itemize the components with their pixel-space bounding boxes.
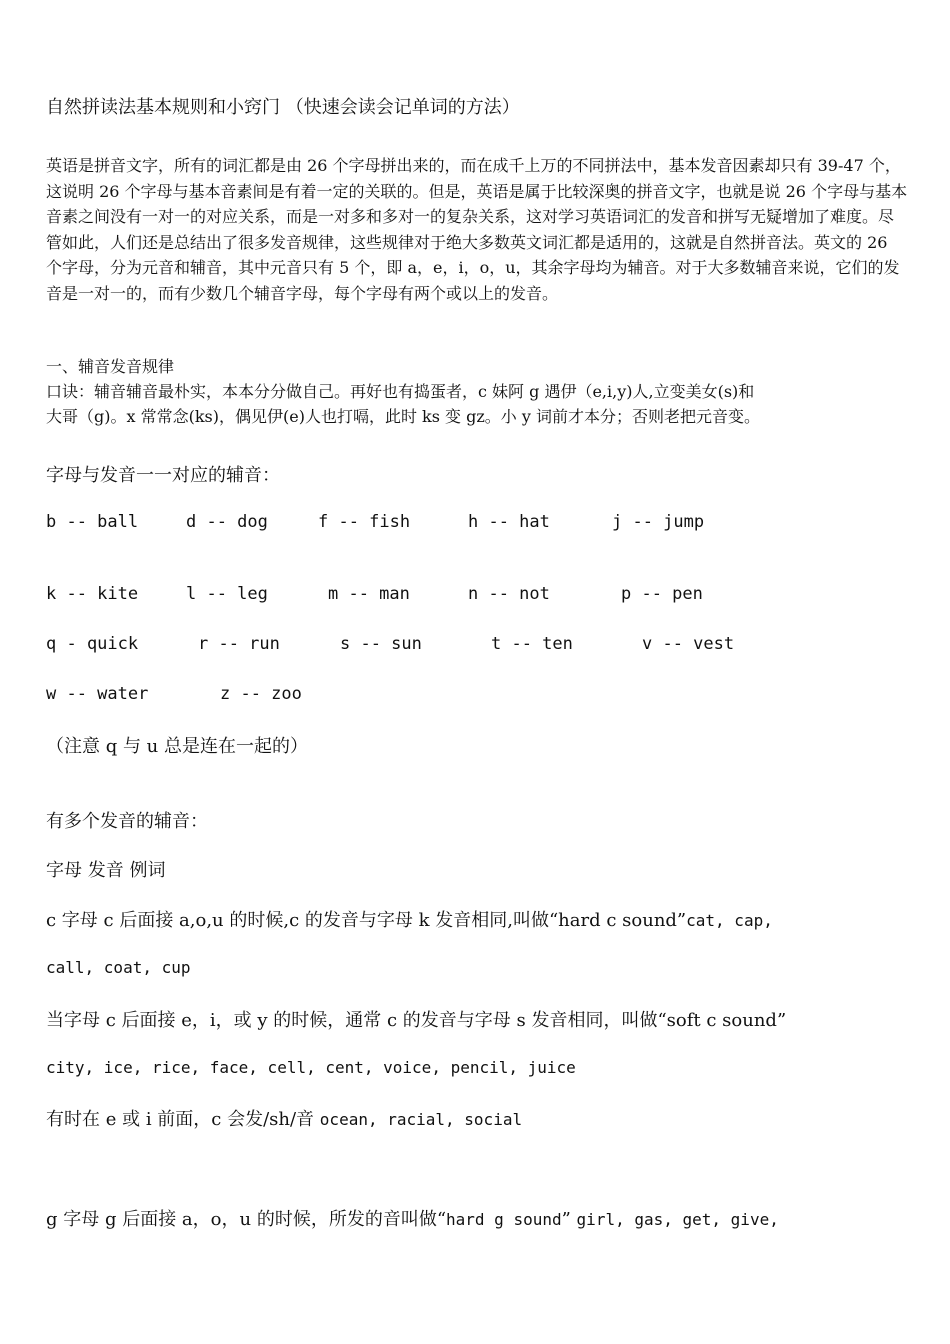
c-sh-rule xyxy=(46,1105,522,1131)
c-soft-examples: city, ice, rice, face, cell, cent, voice, pencil, juice xyxy=(46,1058,576,1077)
page-title: 自然拼读法基本规则和小窍门 （快速会读会记单词的方法） xyxy=(46,97,520,118)
c-hard-examples-inline: cat, cap, xyxy=(686,911,773,930)
consonant-pair: f -- fish xyxy=(318,512,411,532)
consonant-pair: b -- ball xyxy=(46,512,139,532)
g-hard-text: g 字母 g 后面接 a，o，u 的时候，所发的音叫做“ xyxy=(46,1209,447,1230)
g-hard-rule xyxy=(46,1205,779,1231)
consonant-pair: r -- run xyxy=(198,634,280,654)
consonant-pair: q - quick xyxy=(46,634,139,654)
consonant-pair: l -- leg xyxy=(186,584,268,604)
consonant-pair: n -- not xyxy=(468,584,550,604)
g-hard-examples: girl, gas, get, give, xyxy=(576,1210,779,1229)
consonant-pair: v -- vest xyxy=(642,634,735,654)
mnemonic-line-1: 口诀：辅音辅音最朴实，本本分分做自己。再好也有捣蛋者，c 妹阿 g 遇伊（e,i,y)人,立变美女(s)和 xyxy=(46,382,755,401)
consonant-pair: w -- water xyxy=(46,684,149,704)
c-hard-rule xyxy=(46,906,773,932)
g-hard-close-quote: ” xyxy=(561,1209,571,1230)
consonant-pair: t -- ten xyxy=(491,634,573,654)
consonant-pair: h -- hat xyxy=(468,512,550,532)
consonant-pair: d -- dog xyxy=(186,512,268,532)
one-to-one-heading: 字母与发音一一对应的辅音： xyxy=(46,465,280,486)
intro-text: 英语是拼音文字，所有的词汇都是由 26 个字母拼出来的，而在成千上万的不同拼法中，基本发音因素却只有 39-47 个，这说明 26 个字母与基本音素间是有着一定的关联的。但是，英语是属于比较深奥的拼音文字，也就是说 26 个字母与基本音素之间没有一对一的对应关系，而是一对多和多对一的复杂关系，这对学习英语词汇的发音和拼写无疑增加了难度。尽管如此，人们还是总结出了很多发音规律，这些规律对于绝大多数英文词汇都是适用的，这就是自然拼音法。英文的 26 个字母，分为元音和辅音，其中元音只有 5 个，即 a，e，i，o，u，其余字母均为辅音。对于大多数辅音来说，它们的发音是一对一的，而有少数几个辅音字母，每个字母有两个或以上的发音。 xyxy=(46,156,908,303)
multi-sound-heading: 有多个发音的辅音： xyxy=(46,811,208,832)
consonant-pair: k -- kite xyxy=(46,584,139,604)
consonant-pair: m -- man xyxy=(328,584,410,604)
consonant-pair: j -- jump xyxy=(612,512,705,532)
table-header: 字母 发音 例词 xyxy=(46,860,166,881)
section-heading-consonants: 一、辅音发音规律 xyxy=(46,357,175,376)
consonant-pair: s -- sun xyxy=(340,634,422,654)
consonant-pair: p -- pen xyxy=(621,584,703,604)
g-hard-term: hard g sound xyxy=(446,1210,562,1229)
c-sh-text: 有时在 e 或 i 前面，c 会发/sh/音 xyxy=(46,1109,315,1130)
q-note: （注意 q 与 u 总是连在一起的） xyxy=(46,736,309,757)
c-hard-examples: call, coat, cup xyxy=(46,958,191,977)
intro-paragraph xyxy=(46,153,908,306)
mnemonic-line-2: 大哥（g)。x 常常念(ks)，偶见伊(e)人也打嗝，此时 ks 变 gz。小 y 词前才本分；否则老把元音变。 xyxy=(46,407,760,426)
consonant-pair: z -- zoo xyxy=(220,684,302,704)
c-soft-rule: 当字母 c 后面接 e，i，或 y 的时候，通常 c 的发音与字母 s 发音相同，叫做“soft c sound” xyxy=(46,1010,787,1031)
c-hard-text: c 字母 c 后面接 a,o,u 的时候,c 的发音与字母 k 发音相同,叫做“hard c sound” xyxy=(46,910,687,931)
c-sh-examples: ocean, racial, social xyxy=(319,1110,523,1129)
